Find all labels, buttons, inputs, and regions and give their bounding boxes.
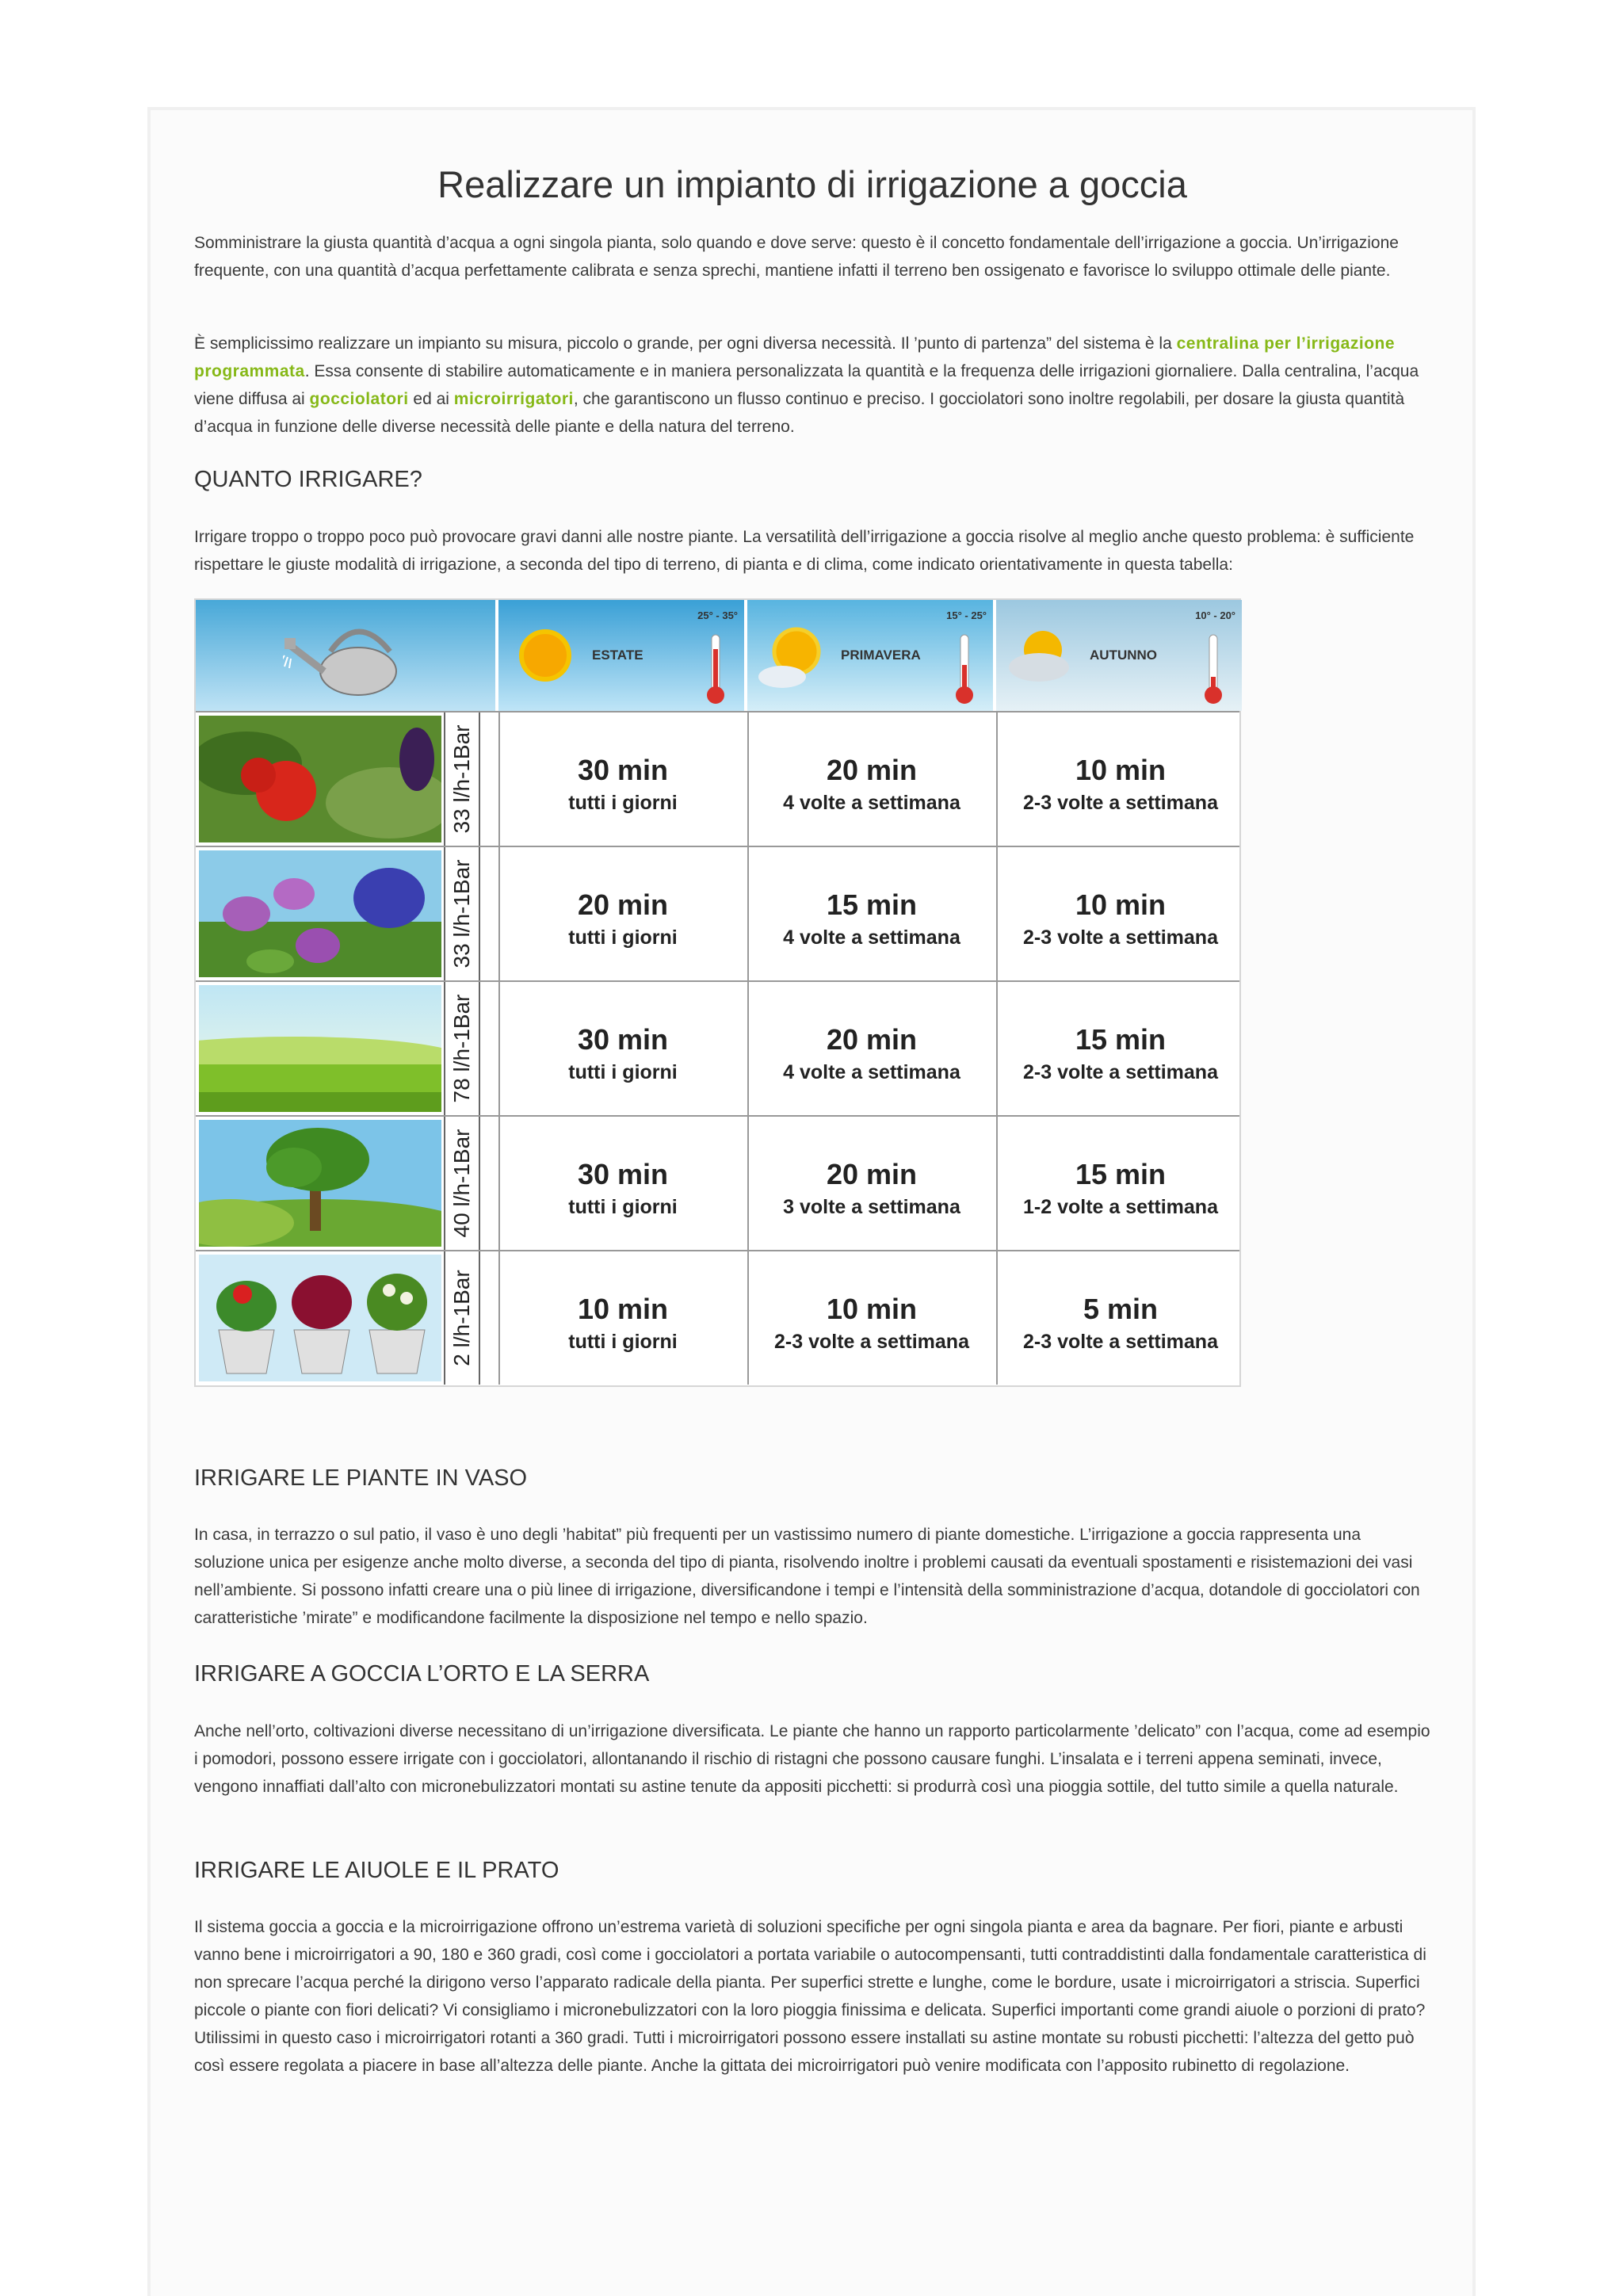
temp-range: 15° - 25° (946, 609, 987, 621)
cell-primavera (747, 712, 995, 846)
potted-plants-image (199, 1255, 441, 1381)
cell-autunno (996, 847, 1243, 980)
flow-rate-cell (444, 847, 480, 980)
link-gocciolatori[interactable]: gocciolatori (309, 390, 409, 408)
flowers-image (199, 850, 441, 977)
duration: 10 min (826, 1293, 918, 1325)
frequency: 4 volte a settimana (783, 792, 960, 814)
link-centralina[interactable]: centralina per l’irrigazione programmata (194, 334, 1396, 380)
sun-cloud-icon (758, 620, 830, 691)
thermometer-icon (1202, 633, 1224, 706)
intro-text-b: . Essa consente di stabilire automaticamente e in maniera personalizzata la quantità e la frequenza delle irrigazioni giornaliere. Dalla centralina, l’acqua viene diffusa ai (194, 362, 1419, 408)
cell-estate (498, 712, 746, 846)
frequency: tutti i giorni (568, 792, 678, 814)
tree-image (199, 1120, 441, 1247)
intro-paragraph-1: Somministrare la giusta quantità d’acqua a ogni singola pianta, solo quando e dove serve: questo è il concetto fondamentale dell’irrigazione a goccia. Un’irrigazione frequente, con una quantità d’acqua perfettamente calibrata e senza sprechi, mantiene infatti il terreno ben ossigenato e favorisce lo sviluppo ottimale delle piante. (194, 234, 1399, 280)
cell-estate (498, 1251, 746, 1385)
duration: 20 min (826, 1023, 918, 1056)
cloud-sun-icon (1007, 620, 1079, 691)
frequency: 2-3 volte a settimana (1023, 926, 1218, 949)
cell-autunno (996, 1117, 1243, 1250)
cell-estate (498, 847, 746, 980)
flow-rate-cell (444, 712, 480, 846)
season-name: AUTUNNO (1090, 648, 1157, 663)
cell-estate (498, 982, 746, 1115)
table-row-fiori (196, 846, 1239, 982)
duration: 15 min (826, 888, 918, 921)
duration: 30 min (577, 754, 669, 786)
link-microirrigatori[interactable]: microirrigatori (453, 390, 574, 408)
flow-rate-cell (444, 982, 480, 1115)
intro-text-c: ed ai (408, 390, 454, 408)
table-row-vasi (196, 1250, 1239, 1386)
duration: 20 min (826, 754, 918, 786)
season-header-estate (498, 600, 744, 711)
lawn-image (199, 985, 441, 1112)
frequency: tutti i giorni (568, 926, 678, 949)
page-title: Realizzare un impianto di irrigazione a goccia (437, 163, 1187, 205)
duration: 20 min (826, 1158, 918, 1190)
thermometer-icon (705, 633, 727, 706)
duration: 5 min (1083, 1293, 1159, 1325)
heading-aiuole-prato: IRRIGARE LE AIUOLE E IL PRATO (194, 1858, 559, 1883)
flow-rate-label: 78 l/h-1Bar (449, 994, 474, 1103)
frequency: tutti i giorni (568, 1331, 678, 1353)
frequency: 2-3 volte a settimana (1023, 1331, 1218, 1353)
frequency: 1-2 volte a settimana (1023, 1196, 1218, 1218)
cell-estate (498, 1117, 746, 1250)
article-card (147, 107, 1476, 2296)
table-row-prato (196, 980, 1239, 1117)
cell-primavera (747, 1251, 995, 1385)
flow-rate-cell (444, 1117, 480, 1250)
frequency: 4 volte a settimana (783, 1061, 960, 1083)
flow-rate-label: 33 l/h-1Bar (449, 724, 474, 834)
table-row-albero (196, 1115, 1239, 1251)
irrigation-table (194, 598, 1241, 1387)
quanto-paragraph: Irrigare troppo o troppo poco può provocare gravi danni alle nostre piante. La versatilità dell’irrigazione a goccia risolve al meglio anche questo problema: è sufficiente rispettare le giuste modalità di irrigazione, a seconda del tipo di terreno, di pianta e di clima, come indicato orientativamente in questa tabella: (194, 528, 1415, 574)
flow-rate-label: 2 l/h-1Bar (449, 1270, 474, 1366)
frequency: 2-3 volte a settimana (1023, 1061, 1218, 1083)
frequency: tutti i giorni (568, 1196, 678, 1218)
cell-primavera (747, 982, 995, 1115)
table-header-corner (196, 600, 495, 711)
duration: 10 min (577, 1293, 669, 1325)
flow-rate-label: 33 l/h-1Bar (449, 859, 474, 968)
duration: 15 min (1075, 1158, 1167, 1190)
duration: 10 min (1075, 754, 1167, 786)
duration: 30 min (577, 1158, 669, 1190)
frequency: 4 volte a settimana (783, 926, 960, 949)
intro-paragraph-2 (194, 330, 1430, 441)
flow-rate-cell (444, 1251, 480, 1385)
temp-range: 25° - 35° (697, 609, 738, 621)
season-header-primavera (747, 600, 993, 711)
cell-primavera (747, 1117, 995, 1250)
temp-range: 10° - 20° (1195, 609, 1235, 621)
vegetables-image (199, 716, 441, 842)
heading-piante-in-vaso: IRRIGARE LE PIANTE IN VASO (194, 1465, 528, 1491)
orto-paragraph: Anche nell’orto, coltivazioni diverse necessitano di un’irrigazione diversificata. Le piante che hanno un rapporto particolarmente ’delicato” con l’acqua, come ad esempio i pomodori, possono essere irrigate con i gocciolatori, allontanando il rischio di ristagni che possono causare funghi. L’insalata e i terreni appena seminati, invece, vengono innaffiati dall’alto con micronebulizzatori montati su astine tenute da appositi picchetti: si produrrà così una pioggia sottile, del tutto simile a quella naturale. (194, 1722, 1430, 1796)
season-header-autunno (996, 600, 1242, 711)
cell-primavera (747, 847, 995, 980)
intro-text-d: , che garantiscono un flusso continuo e preciso. I gocciolatori sono inoltre regolabili, per dosare la giusta quantità d’acqua in funzione delle diverse necessità delle piante e della natura del terreno. (194, 390, 1405, 436)
duration: 10 min (1075, 888, 1167, 921)
watering-can-icon (283, 616, 410, 703)
flow-rate-label: 40 l/h-1Bar (449, 1129, 474, 1238)
duration: 15 min (1075, 1023, 1167, 1056)
season-name: ESTATE (592, 648, 643, 663)
cell-autunno (996, 982, 1243, 1115)
frequency: 2-3 volte a settimana (1023, 792, 1218, 814)
sun-icon (510, 620, 581, 691)
aiuole-paragraph: Il sistema goccia a goccia e la microirrigazione offrono un’estrema varietà di soluzioni specifiche per ogni singola pianta e area da bagnare. Per fiori, piante e arbusti vanno bene i microirrigatori a 90, 180 e 360 gradi, così come i gocciolatori a portata variabile o autocompensanti, tutti contraddistinti dalla fondamentale caratteristica di non sprecare l’acqua perché la dirigono verso l’apparato radicale della pianta. Per superfici strette e lunghe, come le bordure, usate i microirrigatori a striscia. Superfici piccole o piante con fiori delicati? Vi consigliamo i micronebulizzatori con la loro pioggia finissima e delicata. Superfici importanti come grandi aiuole o porzioni di prato? Utilissimi in questo caso i microirrigatori rotanti a 360 gradi. Tutti i microirrigatori possono essere installati su astine montate su robusti picchetti: l’altezza del getto può così essere regolata a piacere in base all’altezza delle piante. Anche la gittata dei microirrigatori può venire modificata con l’apposito rubinetto di regolazione. (194, 1918, 1426, 2075)
cell-autunno (996, 712, 1243, 846)
season-name: PRIMAVERA (841, 648, 921, 663)
duration: 30 min (577, 1023, 669, 1056)
duration: 20 min (577, 888, 669, 921)
intro-text-a: È semplicissimo realizzare un impianto su misura, piccolo o grande, per ogni diversa necessità. Il ’punto di partenza” del sistema è la (194, 334, 1177, 353)
thermometer-icon (953, 633, 976, 706)
heading-orto-serra: IRRIGARE A GOCCIA L’ORTO E LA SERRA (194, 1661, 650, 1687)
frequency: 3 volte a settimana (783, 1196, 960, 1218)
frequency: tutti i giorni (568, 1061, 678, 1083)
table-row-orto (196, 711, 1239, 847)
vaso-paragraph: In casa, in terrazzo o sul patio, il vaso è uno degli ’habitat” più frequenti per un vastissimo numero di piante domestiche. L’irrigazione a goccia rappresenta una soluzione unica per esigenze anche molto diverse, a seconda del tipo di pianta, risolvendo inoltre i problemi causati da eventuali spostamenti e risistemazioni dei vasi nell’ambiente. Si possono infatti creare una o più linee di irrigazione, diversificandone i tempi e l’intensità della somministrazione d’acqua, dotandole di gocciolatori con caratteristiche ’mirate” e modificandone facilmente la disposizione nel tempo e nello spazio. (194, 1526, 1420, 1627)
frequency: 2-3 volte a settimana (774, 1331, 969, 1353)
heading-quanto-irrigare: QUANTO IRRIGARE? (194, 467, 422, 492)
cell-autunno (996, 1251, 1243, 1385)
